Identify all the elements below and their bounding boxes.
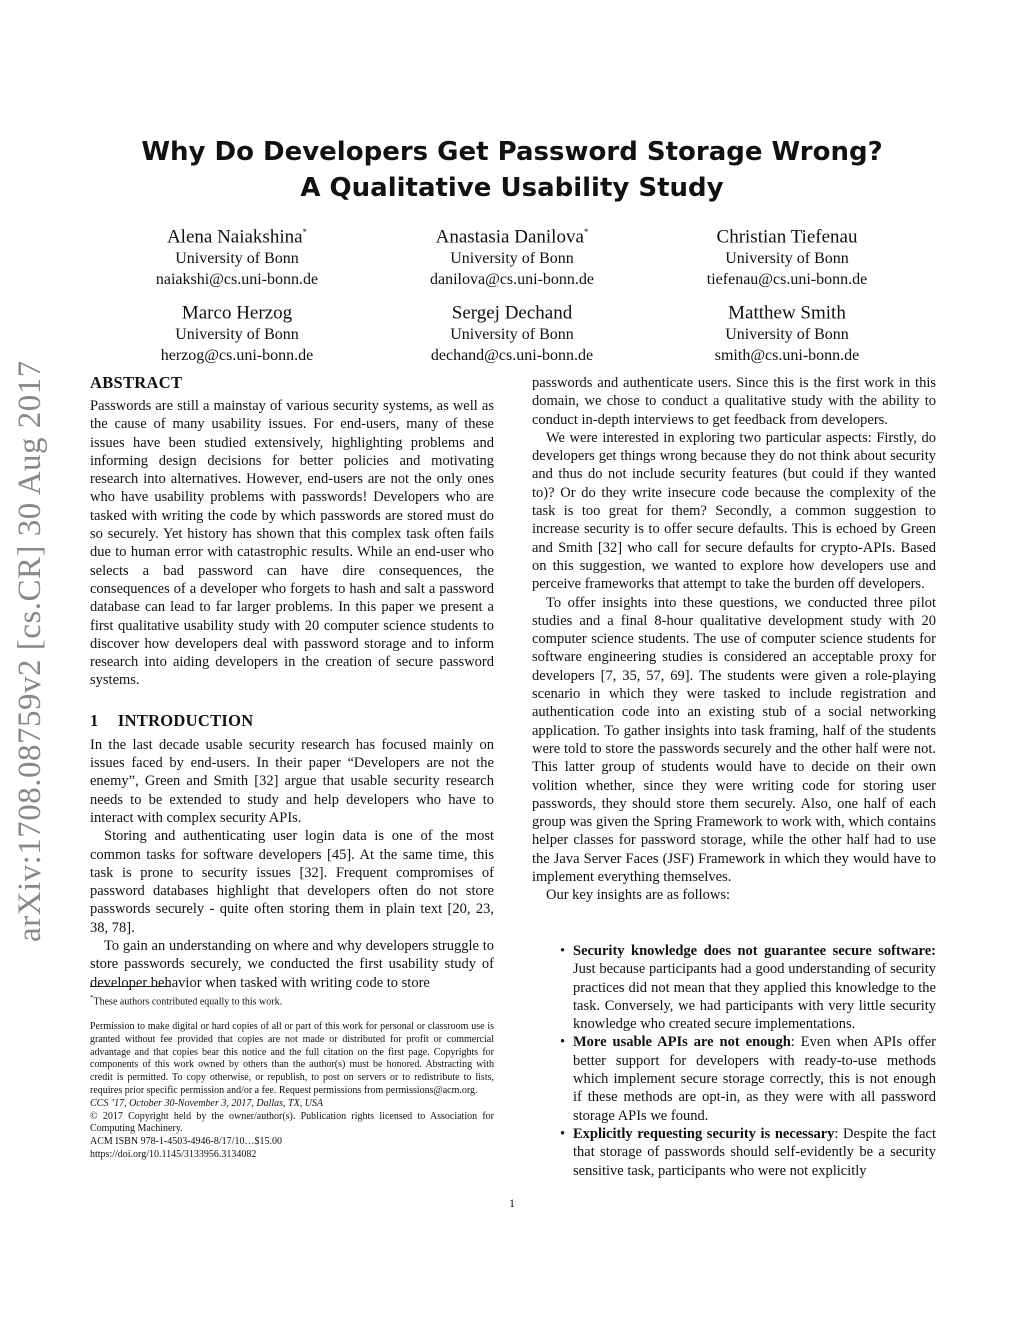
list-item-text: : Despite the fact that storage of passwords should self-evidently be a security sensitive task, participants who were not explicitly	[573, 1125, 937, 1179]
author-name: Christian Tiefenau	[716, 226, 858, 248]
paper-title-line1: Why Do Developers Get Password Storage Wrong?	[141, 137, 883, 167]
right-paragraph-3: To offer insights into these questions, we conducted three pilot studies and a final 8-hour qualitative development study with 20 computer science students. The use of computer science students for software engineering studies is considered an acceptable proxy for developers [7, 35, 57, 69]. The students were given a role-playing scenario in which they were tasked to include registration and authentication code into an existing stub of a social networking application. To gather insights into task framing, half of the students were told to store the passwords securely and the other half were not. This latter group of students would have to decide on their own volition whether, since they were writing code for storing user passwords, they should store them securely. Also, one half of each group was given the Spring Framework to work with, which contains helper classes for password storage, while the other half had to use the Java Server Faces (JSF) Framework in which they would have to implement everything themselves.	[532, 594, 936, 886]
author-affiliation: University of Bonn	[450, 326, 574, 344]
list-item	[560, 942, 936, 1033]
bullet-marker: •	[560, 1034, 566, 1051]
permission-text: Permission to make digital or hard copies of all or part of this work for personal or classroom use is granted without fee provided that copies are not made or distributed for profit or commercial advantage and that copies bear this notice and the full citation on the first page. Copyrights for components of this work owned by others than the author(s) must be honored. Abstracting with credit is permitted. To copy otherwise, or republish, to post on servers or to redistribute to lists, requires prior specific permission and/or a fee. Request permissions from permissions@acm.org.	[90, 1021, 494, 1096]
author-affiliation: University of Bonn	[725, 250, 849, 268]
footnote-text: These authors contributed equally to this work.	[93, 996, 283, 1008]
author-name: Marco Herzog	[181, 302, 293, 324]
author-mark: *	[583, 227, 589, 237]
list-item	[560, 1125, 936, 1180]
author-mark: *	[302, 227, 308, 237]
footnote-rule	[90, 986, 170, 987]
section-number: 1	[90, 710, 99, 730]
author-name: Anastasia Danilova	[435, 226, 584, 248]
copyright-info: © 2017 Copyright held by the owner/author(s). Publication rights licensed to Association for Computing Machinery.	[90, 1110, 494, 1135]
list-item	[560, 1033, 936, 1124]
doi-info: https://doi.org/10.1145/3133956.3134082	[90, 1148, 257, 1160]
intro-paragraph-2: Storing and authenticating user login data is one of the most common tasks for software developers [45]. At the same time, this task is prone to security issues [32]. Frequent compromises of password databases highlight that developers often do not store passwords securely - quite often storing them in plain text [20, 23, 38, 78].	[90, 828, 494, 936]
intro-paragraph-1: In the last decade usable security research has focused mainly on issues faced by end-users. In their paper “Developers are not the enemy”, Green and Smith [32] argue that usable security research needs to be extended to study and help developers who have to interact with complex security APIs.	[90, 736, 494, 826]
author-block	[627, 220, 947, 290]
key-insights-list	[560, 942, 936, 1180]
right-paragraph-2: We were interested in exploring two particular aspects: Firstly, do developers get things wrong because they do not think about security and thus do not include security features (but could if they wanted to)? Or do they write insecure code because the complexity of the task is too great for them? Secondly, a common suggestion to increase security is to offer secure defaults. This is echoed by Green and Smith [32] who call for secure defaults for crypto-APIs. Based on this suggestion, we wanted to explore how developers use and perceive frameworks that attempt to take the burden off developers.	[532, 429, 936, 593]
abstract-text: Passwords are still a mainstay of various security systems, as well as the cause of many usability issues. For end-users, many of these issues have been studied extensively, highlighting problems and informing design decisions for better policies and motivating research into alternatives. However, end-users are not the only ones who have usability problems with passwords! Developers who are tasked with writing the code by which passwords are stored must do so securely. Yet history has shown that this complex task often fails due to human error with catastrophic results. While an end-user who selects a bad password can have dire consequences, the consequences of a developer who forgets to hash and salt a password database can lead to far larger problems. In this paper we present a first qualitative usability study with 20 computer science students to discover how developers deal with password storage and to inform research into aiding developers in the creation of secure password systems.	[90, 398, 494, 689]
list-item-text: : Even when APIs offer better support for developers with ready-to-use methods which implement secure storage correctly, this is not enough if these methods are opt-in, as they were with all password storage APIs we found.	[573, 1034, 936, 1124]
author-block	[352, 296, 672, 366]
author-block	[77, 220, 397, 290]
page-number: 1	[509, 1196, 515, 1210]
author-email: dechand@cs.uni-bonn.de	[430, 346, 594, 364]
section-title: INTRODUCTION	[117, 710, 254, 730]
author-block	[627, 296, 947, 366]
introduction-heading	[90, 710, 494, 732]
arxiv-identifier: arXiv:1708.08759v2 [cs.CR] 30 Aug 2017	[12, 360, 48, 942]
abstract-heading: ABSTRACT	[90, 373, 183, 392]
isbn-info: ACM ISBN 978-1-4503-4946-8/17/10…$15.00	[90, 1136, 282, 1148]
paper-title-line2: A Qualitative Usability Study	[300, 173, 724, 203]
footnote	[90, 992, 282, 1008]
right-paragraph-4: Our key insights are as follows:	[546, 887, 731, 904]
list-item-bold: Security knowledge does not guarantee secure software:	[573, 943, 936, 959]
author-affiliation: University of Bonn	[450, 250, 574, 268]
author-block	[77, 296, 397, 366]
author-email: herzog@cs.uni-bonn.de	[160, 346, 314, 364]
author-name: Matthew Smith	[728, 302, 846, 324]
left-column	[90, 372, 494, 992]
author-name: Sergej Dechand	[451, 302, 573, 324]
footnote-mark: *	[90, 994, 94, 1002]
list-item-text: Just because participants had a good understanding of security practices did not mean that they applied this knowledge to the task. Conversely, we had participants with very little security knowledge who created secure implementations.	[573, 961, 936, 1033]
author-affiliation: University of Bonn	[175, 250, 299, 268]
right-column	[532, 374, 936, 905]
author-email: tiefenau@cs.uni-bonn.de	[706, 270, 868, 288]
bullet-marker: •	[560, 1125, 566, 1142]
conference-info: CCS ’17, October 30-November 3, 2017, Dallas, TX, USA	[90, 1097, 324, 1109]
author-affiliation: University of Bonn	[725, 326, 849, 344]
bullet-marker: •	[560, 943, 566, 959]
author-affiliation: University of Bonn	[175, 326, 299, 344]
list-item-bold: Explicitly requesting security is necessary	[573, 1125, 835, 1142]
permission-block	[90, 1021, 494, 1162]
author-email: smith@cs.uni-bonn.de	[714, 346, 860, 364]
author-block	[352, 220, 672, 290]
author-email: danilova@cs.uni-bonn.de	[429, 270, 595, 288]
author-name: Alena Naiakshina	[166, 226, 303, 248]
list-item-bold: More usable APIs are not enough	[573, 1034, 791, 1051]
author-email: naiakshi@cs.uni-bonn.de	[155, 270, 319, 288]
intro-paragraph-3: To gain an understanding on where and why developers struggle to store passwords securely, we conducted the first usability study of developer behavior when tasked with writing code to store	[90, 938, 494, 991]
right-paragraph-1: passwords and authenticate users. Since this is the first work in this domain, we chose to conduct a qualitative study with the ability to conduct in-depth interviews to get feedback from developers.	[532, 375, 936, 428]
